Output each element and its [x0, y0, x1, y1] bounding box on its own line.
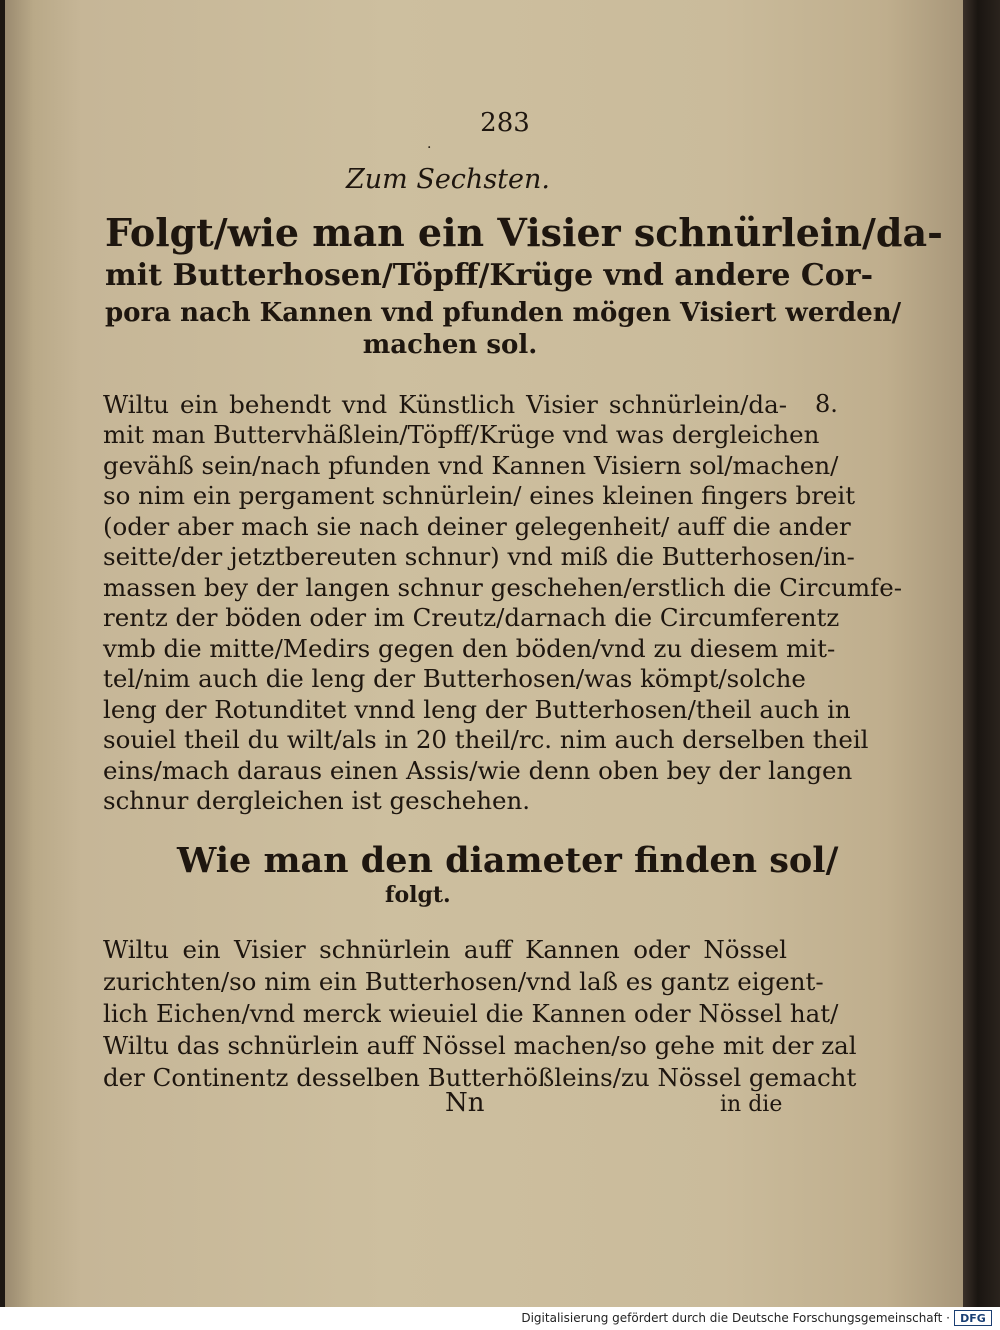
title-line: mit Butterhosen/Töpff/Krüge vnd andere Cor-: [105, 258, 874, 293]
paragraph2-line: zurichten/so nim ein Butterhosen/vnd laß es gantz eigent-: [103, 967, 824, 996]
title-line: Folgt/wie man ein Visier schnürlein/da-: [105, 210, 943, 255]
paragraph1-line: (oder aber mach sie nach deiner gelegenheit/ auff die ander: [103, 512, 851, 541]
paragraph1-line: gevähß sein/nach pfunden vnd Kannen Visiern sol/machen/: [103, 451, 839, 480]
dfg-logo: DFG: [954, 1310, 992, 1326]
paragraph1-line: mit man Buttervhäßlein/Töpff/Krüge vnd was dergleichen: [103, 420, 820, 449]
subheading: folgt.: [385, 882, 451, 908]
page-number: 283: [480, 108, 530, 138]
catchword: in die: [720, 1092, 783, 1117]
paragraph1-line: tel/nim auch die leng der Butterhosen/was kömpt/solche: [103, 664, 806, 693]
paragraph1-line: vmb die mitte/Medirs gegen den böden/vnd zu diesem mit-: [103, 634, 836, 663]
paragraph1-line: souiel theil du wilt/als in 20 theil/rc. nim auch derselben theil: [103, 725, 869, 754]
paragraph1-line: Wiltu ein behendt vnd Künstlich Visier schnürlein/da-: [103, 390, 787, 419]
title-line: pora nach Kannen vnd pfunden mögen Visiert werden/: [105, 298, 902, 328]
page-mark: ·: [427, 140, 432, 156]
subheading: Wie man den diameter finden sol/: [177, 840, 839, 881]
paragraph1-line: leng der Rotunditet vnnd leng der Butterhosen/theil auch in: [103, 695, 851, 724]
paragraph1-line: schnur dergleichen ist geschehen.: [103, 786, 531, 815]
paragraph1-line: rentz der böden oder im Creutz/darnach die Circumferentz: [103, 603, 840, 632]
paragraph2-line: der Continentz desselben Butterhößleins/zu Nössel gemacht: [103, 1063, 857, 1092]
signature-mark: Nn: [445, 1088, 485, 1118]
paragraph2-line: Wiltu das schnürlein auff Nössel machen/so gehe mit der zal: [103, 1031, 857, 1060]
book-page: [5, 0, 963, 1307]
paragraph1-line: so nim ein pergament schnürlein/ eines kleinen fingers breit: [103, 481, 856, 510]
paragraph1-line: seitte/der jetztbereuten schnur) vnd miß die Butterhosen/in-: [103, 542, 855, 571]
paragraph2-line: lich Eichen/vnd merck wieuiel die Kannen oder Nössel hat/: [103, 999, 839, 1028]
book-binding: [963, 0, 1000, 1307]
paragraph2-line: Wiltu ein Visier schnürlein auff Kannen oder Nössel: [103, 935, 787, 964]
footer: [0, 1307, 1000, 1330]
paragraph1-line: eins/mach daraus einen Assis/wie denn oben bey der langen: [103, 756, 853, 785]
section-heading: Zum Sechsten.: [346, 164, 550, 195]
footer-credit: Digitalisierung gefördert durch die Deutsche Forschungsgemeinschaft ·: [521, 1311, 950, 1325]
margin-note: 8.: [815, 390, 838, 418]
paragraph1-line: massen bey der langen schnur geschehen/erstlich die Circumfe-: [103, 573, 902, 602]
title-line: machen sol.: [362, 330, 538, 360]
